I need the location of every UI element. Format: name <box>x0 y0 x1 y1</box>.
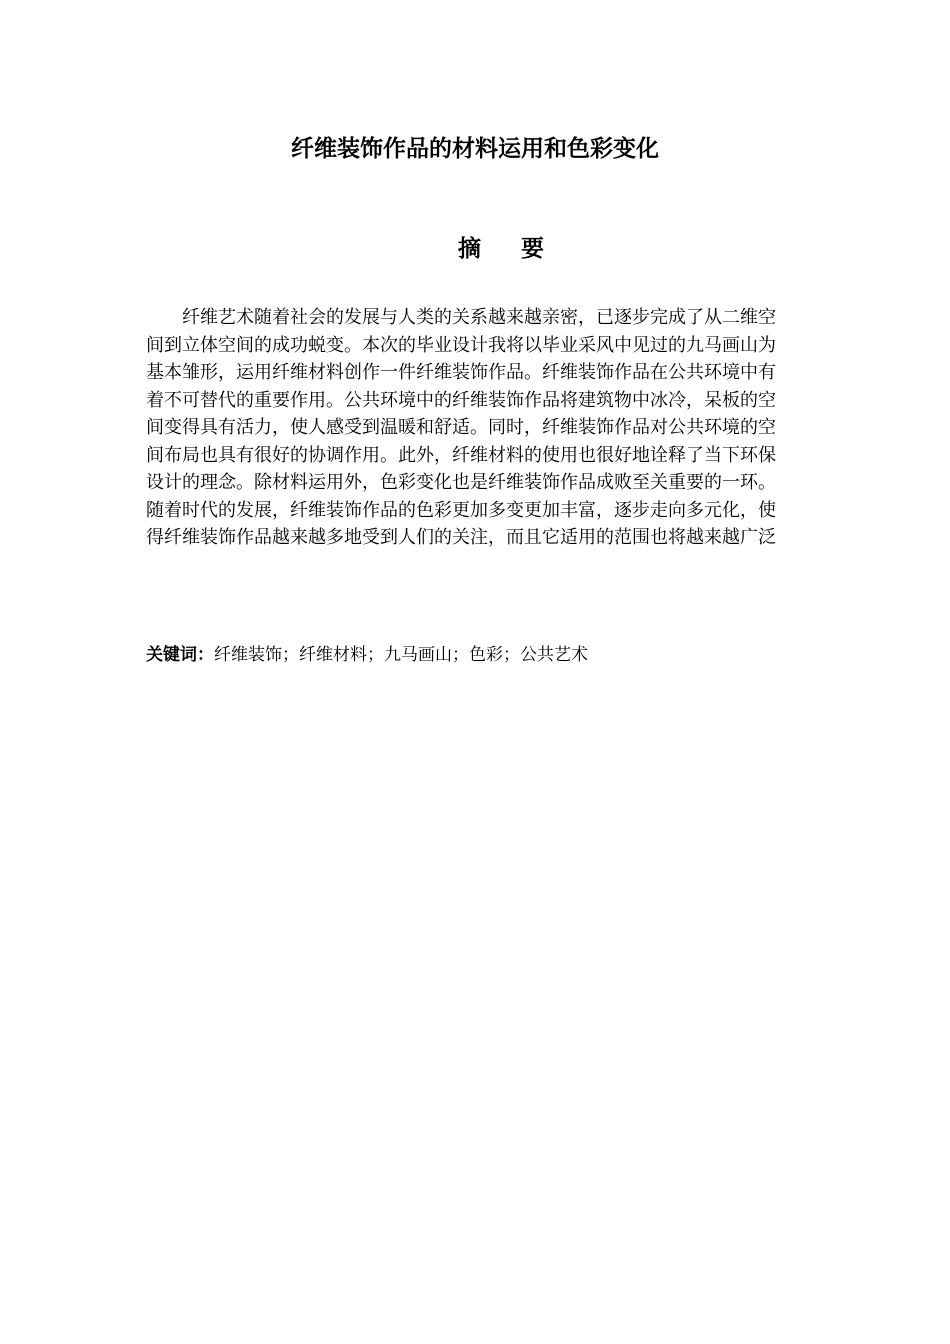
abstract-line: 随着时代的发展，纤维装饰作品的色彩更加多变更加丰富，逐步走向多元化，使 <box>146 499 776 521</box>
abstract-heading-char-1: 摘 <box>458 236 481 262</box>
document-title: 纤维装饰作品的材料运用和色彩变化 <box>291 136 659 162</box>
keywords-value: 纤维装饰；纤维材料；九马画山；色彩；公共艺术 <box>214 645 588 665</box>
keywords-line <box>146 642 810 668</box>
abstract-line: 基本雏形，运用纤维材料创作一件纤维装饰作品。纤维装饰作品在公共环境中有 <box>146 362 776 383</box>
abstract-line: 得纤维装饰作品越来越多地受到人们的关注，而且它适用的范围也将越来越广泛 <box>146 527 776 548</box>
keywords-label: 关键词： <box>146 645 214 665</box>
abstract-line: 间布局也具有很好的协调作用。此外，纤维材料的使用也很好地诠释了当下环保 <box>146 444 776 466</box>
abstract-line: 间变得具有活力，使人感受到温暖和舒适。同时，纤维装饰作品对公共环境的空 <box>146 417 776 438</box>
abstract-body <box>146 304 810 552</box>
abstract-line: 设计的理念。除材料运用外，色彩变化也是纤维装饰作品成败至关重要的一环。 <box>146 472 776 493</box>
abstract-line: 着不可替代的重要作用。公共环境中的纤维装饰作品将建筑物中冰冷，呆板的空 <box>146 389 776 411</box>
abstract-line: 纤维艺术随着社会的发展与人类的关系越来越亲密，已逐步完成了从二维空 <box>182 307 776 328</box>
abstract-line: 间到立体空间的成功蜕变。本次的毕业设计我将以毕业采风中见过的九马画山为 <box>146 334 776 356</box>
abstract-heading <box>0 233 950 265</box>
abstract-heading-char-2: 要 <box>521 236 544 262</box>
